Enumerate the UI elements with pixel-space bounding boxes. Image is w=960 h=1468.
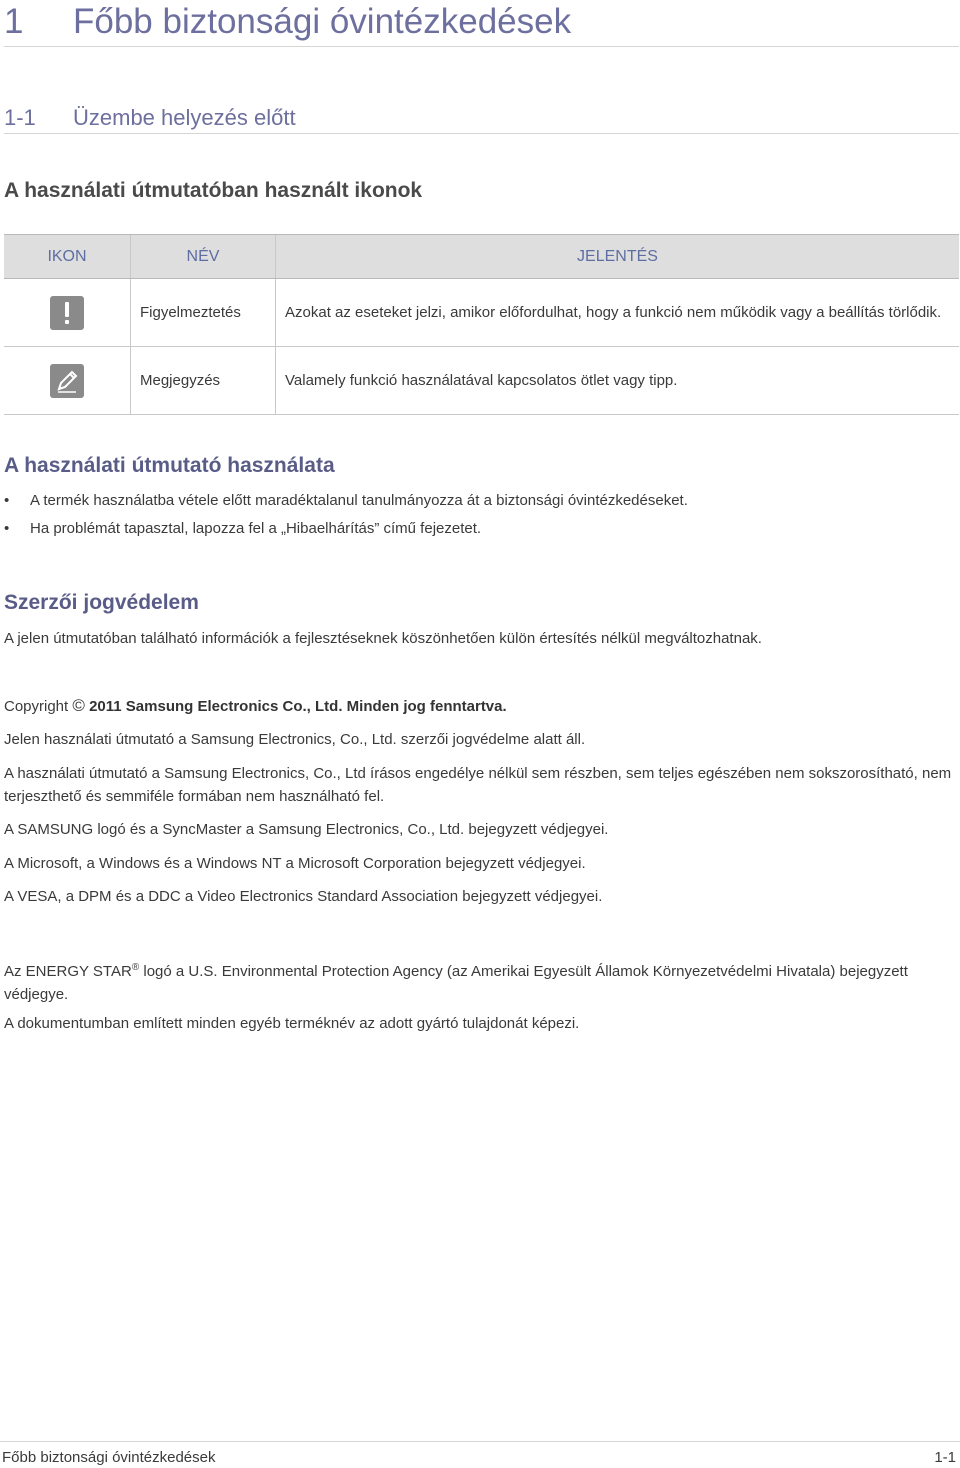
row-name: Megjegyzés <box>131 347 276 415</box>
page-footer <box>0 1441 960 1468</box>
copyright-text-2: A használati útmutató a Samsung Electronics, Co., Ltd írásos engedélye nélkül sem részben, sem teljes egészében nem sokszorosítható, nem terjeszthető és semmiféle formában nem használható fel. <box>4 765 952 805</box>
trademark-samsung: A SAMSUNG logó és a SyncMaster a Samsung Electronics, Co., Ltd. bejegyzett védjegyei. <box>4 821 609 838</box>
column-header-icon: IKON <box>4 235 131 279</box>
other-trademarks: A dokumentumban említett minden egyéb terméknév az adott gyártó tulajdonát képezi. <box>4 1015 580 1032</box>
chapter-number: 1 <box>4 2 24 41</box>
section-title <box>4 102 959 134</box>
warning-icon <box>50 296 84 330</box>
chapter-title-text: Főbb biztonsági óvintézkedések <box>73 2 572 41</box>
table-row <box>4 347 959 415</box>
section-title-text: Üzembe helyezés előtt <box>73 105 296 130</box>
copyright-intro: A jelen útmutatóban található információk a fejlesztéseknek köszönhetően külön értesítés nélkül megváltozhatnak. <box>4 630 762 647</box>
note-pencil-icon <box>50 364 84 398</box>
copyright-prefix: Copyright <box>4 698 69 715</box>
copyright-holder: 2011 Samsung Electronics Co., Ltd. Minden jog fenntartva. <box>89 698 507 715</box>
footer-chapter: Főbb biztonsági óvintézkedések <box>2 1449 216 1466</box>
bullet-glyph: • <box>4 520 10 537</box>
section-number: 1-1 <box>4 105 36 130</box>
list-item-text: Ha problémát tapasztal, lapozza fel a „Hibaelhárítás” című fejezetet. <box>30 520 482 537</box>
column-header-meaning: JELENTÉS <box>276 235 960 279</box>
column-header-name: NÉV <box>131 235 276 279</box>
usage-list <box>4 490 954 546</box>
trademark-vesa: A VESA, a DPM és a DDC a Video Electronics Standard Association bejegyzett védjegyei. <box>4 888 603 905</box>
copyright-text-1: Jelen használati útmutató a Samsung Electronics, Co., Ltd. szerzői jogvédelme alatt áll. <box>4 731 586 748</box>
icon-cell <box>4 279 131 347</box>
list-item <box>4 490 954 518</box>
footer-page-number: 1-1 <box>934 1449 956 1466</box>
table-header-row <box>4 235 959 279</box>
energy-star-prefix: Az ENERGY STAR <box>4 963 132 980</box>
usage-heading: A használati útmutató használata <box>4 454 335 477</box>
list-item-text: A termék használatba vétele előtt maradéktalanul tanulmányozza át a biztonsági óvintézkedéseket. <box>30 492 688 509</box>
table-row <box>4 279 959 347</box>
chapter-title <box>4 0 959 47</box>
icons-heading: A használati útmutatóban használt ikonok <box>4 179 423 202</box>
icons-table <box>4 234 959 415</box>
row-meaning: Azokat az eseteket jelzi, amikor előfordulhat, hogy a funkció nem működik vagy a beállítás törlődik. <box>276 279 960 347</box>
energy-star-rest: logó a U.S. Environmental Protection Agency (az Amerikai Egyesült Államok Környezetvédelmi Hivatala) bejegyzett védjegye. <box>4 963 908 1003</box>
copyright-line <box>4 694 954 718</box>
trademark-microsoft: A Microsoft, a Windows és a Windows NT a Microsoft Corporation bejegyzett védjegyei. <box>4 855 586 872</box>
copyright-symbol: © <box>72 696 85 715</box>
bullet-glyph: • <box>4 492 10 509</box>
row-meaning: Valamely funkció használatával kapcsolatos ötlet vagy tipp. <box>276 347 960 415</box>
trademark-energy-star <box>4 956 954 1006</box>
copyright-heading: Szerzői jogvédelem <box>4 591 199 614</box>
icon-cell <box>4 347 131 415</box>
registered-mark: ® <box>131 962 140 973</box>
list-item <box>4 518 954 546</box>
row-name: Figyelmeztetés <box>131 279 276 347</box>
